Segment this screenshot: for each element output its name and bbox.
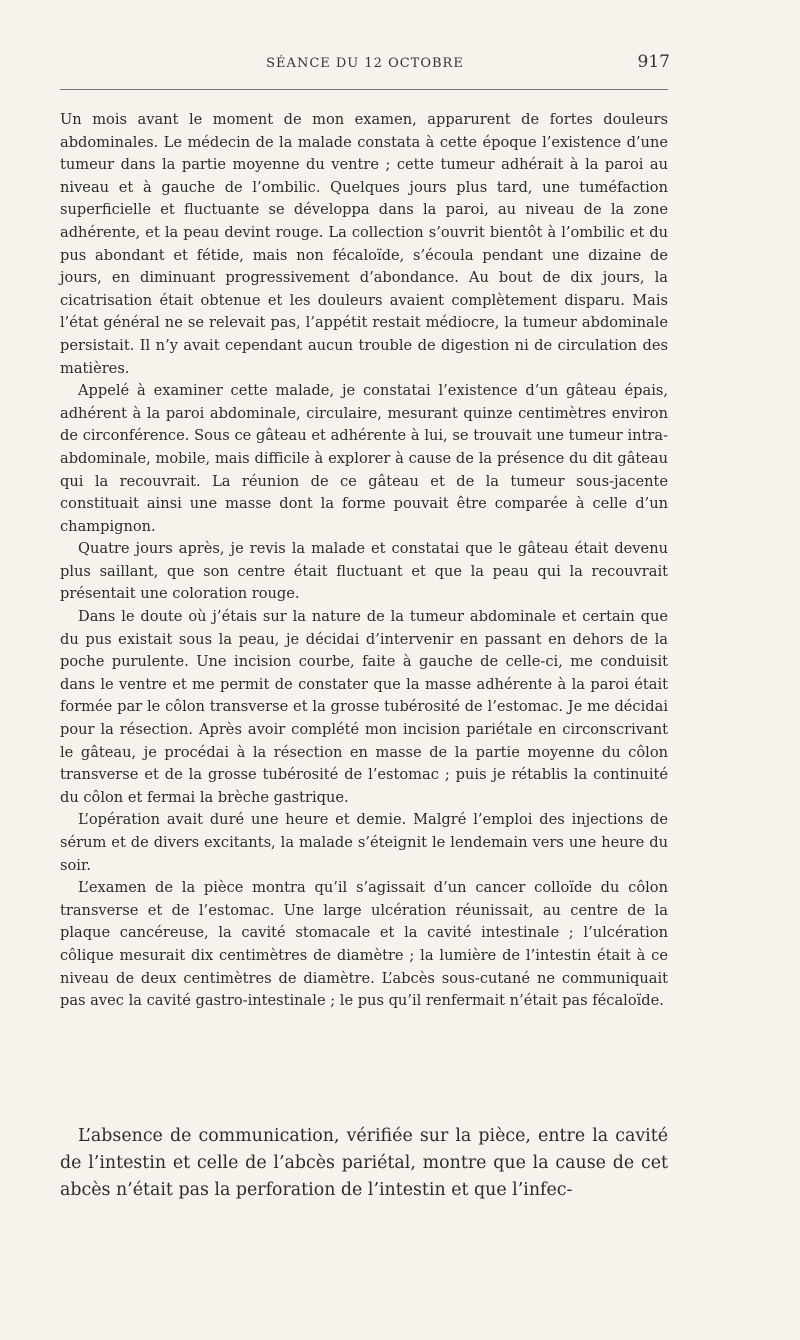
main-text (60, 109, 668, 1013)
paragraph: L’opération avait duré une heure et demie. Malgré l’emploi des injections de sérum et de divers excitants, la malade s’éteignit le lendemain vers une heure du soir. (60, 811, 668, 874)
page-header (60, 50, 670, 80)
paragraph: Quatre jours après, je revis la malade et constatai que le gâteau était devenu plus saillant, que son centre était fluctuant et que la peau qui la recouvrait présentait une coloration rouge. (60, 540, 668, 603)
paragraph: L’examen de la pièce montra qu’il s’agissait d’un cancer colloïde du côlon transverse et de l’estomac. Une large ulcération réunissait, au centre de la plaque cancéreuse, la cavité stomacale et la cavité intestinale ; l’ulcération côlique mesurait dix centimètres de diamètre ; la lumière de l’intestin était à ce niveau de deux centimètres de diamètre. L’abcès sous-cutané ne communiquait pas avec la cavité gastro-intestinale ; le pus qu’il renfermait n’était pas fécaloïde. (60, 879, 668, 1010)
running-title: SÉANCE DU 12 OCTOBRE (266, 56, 464, 71)
large-paragraph: L’absence de communication, vérifiée sur la pièce, entre la cavité de l’intestin et celle de l’abcès pariétal, montre que la cause de cet abcès n’était pas la perforation de l’intestin et que l’infec- (60, 1126, 668, 1200)
paragraph: Dans le doute où j’étais sur la nature de la tumeur abdominale et certain que du pus existait sous la peau, je décidai d’intervenir en passant en dehors de la poche purulente. Une incision courbe, faite à gauche de celle-ci, me conduisit dans le ventre et me permit de constater que la masse adhérente à la paroi était formée par le côlon transverse et la grosse tubérosité de l’estomac. Je me décidai pour la résection. Après avoir complété mon incision pariétale en circonscrivant le gâteau, je procédai à la résection en masse de la partie moyenne du côlon transverse et de la grosse tubérosité de l’estomac ; puis je rétablis la continuité du côlon et fermai la brèche gastrique. (60, 608, 668, 806)
paragraph: Appelé à examiner cette malade, je constatai l’existence d’un gâteau épais, adhérent à la paroi abdominale, circulaire, mesurant quinze centimètres environ de circonférence. Sous ce gâteau et adhérente à lui, se trouvait une tumeur intra-abdominale, mobile, mais difficile à explorer à cause de la présence du dit gâteau qui la recouvrait. La réunion de ce gâteau et de la tumeur sous-jacente constituait ainsi une masse dont la forme pouvait être comparée à celle d’un champignon. (60, 382, 668, 535)
large-text-section (60, 1123, 668, 1204)
paragraph: Un mois avant le moment de mon examen, apparurent de fortes douleurs abdominales. Le médecin de la malade constata à cette époque l’existence d’une tumeur dans la partie moyenne du ventre ; cette tumeur adhérait à la paroi au niveau et à gauche de l’ombilic. Quelques jours plus tard, une tuméfaction superficielle et fluctuante se développa dans la paroi, au niveau de la zone adhérente, et la peau devint rouge. La collection s’ouvrit bientôt à l’ombilic et du pus abondant et fétide, mais non fécaloïde, s’écoula pendant une dizaine de jours, en diminuant progressivement d’abondance. Au bout de dix jours, la cicatrisation était obtenue et les douleurs avaient complètement disparu. Mais l’état général ne se relevait pas, l’appétit restait médiocre, la tumeur abdominale persistait. Il n’y avait cependant aucun trouble de digestion ni de circulation des matières. (60, 111, 668, 377)
header-rule (60, 89, 668, 90)
page-number: 917 (637, 52, 670, 72)
